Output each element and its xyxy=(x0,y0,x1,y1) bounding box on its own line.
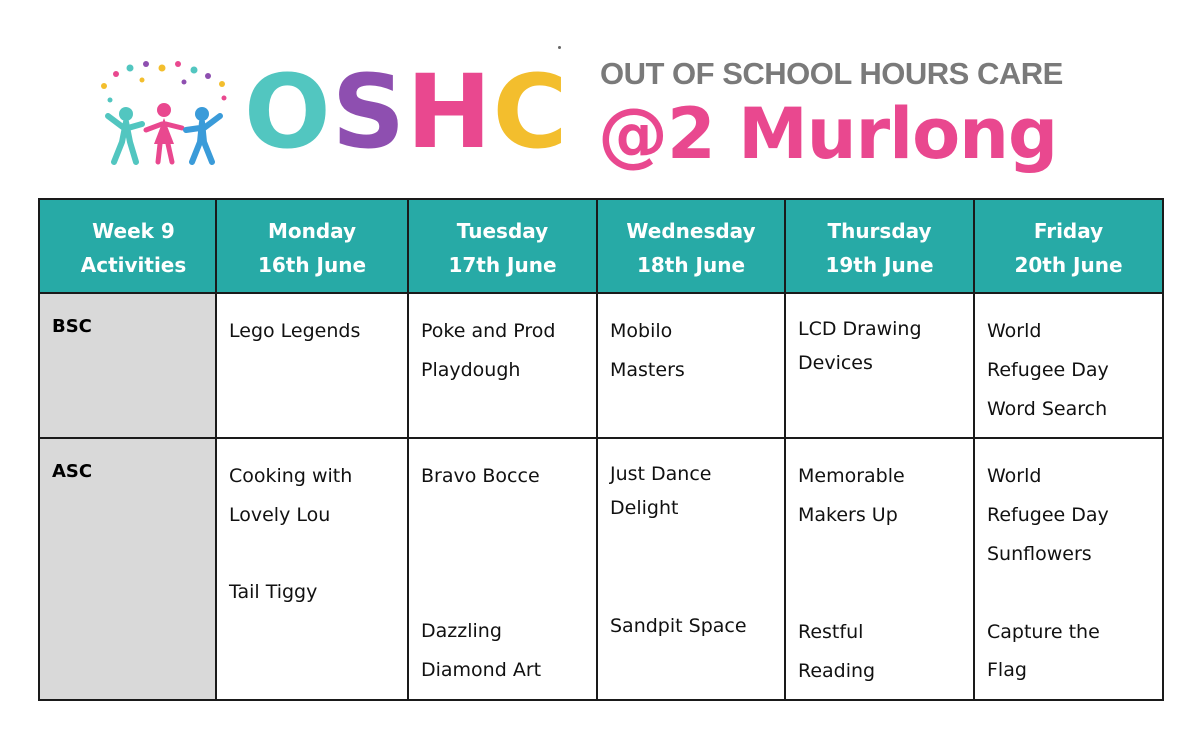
activity: Just Dance Delight xyxy=(610,463,712,519)
activity: Diamond Art xyxy=(421,659,542,681)
bsc-friday-cell xyxy=(974,293,1163,438)
activity: Cooking with xyxy=(229,465,353,487)
asc-tuesday-cell xyxy=(408,438,597,700)
asc-wednesday-cell xyxy=(597,438,785,700)
day-date: 19th June xyxy=(825,253,934,277)
asc-thursday-cell xyxy=(785,438,974,700)
stray-dot xyxy=(558,46,561,49)
row-label-bsc: BSC xyxy=(39,293,216,438)
activity: Makers Up xyxy=(798,504,898,526)
day-name: Tuesday xyxy=(456,219,549,243)
day-header-wednesday xyxy=(597,199,785,293)
week-header-cell xyxy=(39,199,216,293)
activity: Bravo Bocce xyxy=(421,465,540,487)
day-date: 16th June xyxy=(257,253,367,277)
asc-friday-cell xyxy=(974,438,1163,700)
activity: Sandpit Space xyxy=(610,615,747,637)
bsc-thursday-cell xyxy=(785,293,974,438)
day-header-friday xyxy=(974,199,1163,293)
bsc-wednesday-cell xyxy=(597,293,785,438)
bsc-monday-cell xyxy=(216,293,408,438)
activity: Tail Tiggy xyxy=(229,581,318,603)
activity: Word Search xyxy=(987,398,1108,420)
row-label-asc: ASC xyxy=(39,438,216,700)
day-date: 20th June xyxy=(1014,253,1123,277)
program-location: @2 Murlong xyxy=(598,93,1058,175)
activity: World xyxy=(987,320,1042,342)
page-header xyxy=(0,0,1200,196)
asc-row xyxy=(39,438,1163,700)
activity: Sunflowers xyxy=(987,543,1092,565)
week-label: Week 9 xyxy=(92,219,175,243)
activity-schedule-table xyxy=(38,198,1164,701)
activity: Reading xyxy=(798,660,876,682)
bsc-row xyxy=(39,293,1163,438)
activity: Memorable xyxy=(798,465,905,487)
activity: Capture the Flag xyxy=(987,621,1100,681)
activity: Refugee Day xyxy=(987,504,1109,526)
header-row xyxy=(39,199,1163,293)
day-date: 18th June xyxy=(636,253,746,277)
logo-letter-o: O xyxy=(244,53,332,172)
activity: Refugee Day xyxy=(987,359,1109,381)
day-name: Thursday xyxy=(827,219,932,243)
bsc-tuesday-cell xyxy=(408,293,597,438)
activity: Mobilo xyxy=(610,320,673,342)
activity: Masters xyxy=(610,359,685,381)
children-icon xyxy=(96,58,236,168)
activity: Playdough xyxy=(421,359,521,381)
day-date: 17th June xyxy=(448,253,557,277)
day-name: Wednesday xyxy=(626,219,756,243)
activity: Dazzling xyxy=(421,620,502,642)
logo-letter-h: H xyxy=(406,53,493,172)
program-subtitle: OUT OF SCHOOL HOURS CARE xyxy=(600,56,1063,91)
activities-label: Activities xyxy=(80,253,187,277)
day-header-tuesday xyxy=(408,199,597,293)
activity: LCD Drawing Devices xyxy=(798,318,922,374)
activity: Lovely Lou xyxy=(229,504,331,526)
day-name: Monday xyxy=(267,219,357,243)
oshc-logo-text xyxy=(244,53,569,172)
day-header-monday xyxy=(216,199,408,293)
activity: Poke and Prod xyxy=(421,320,556,342)
activity: Lego Legends xyxy=(229,320,361,342)
day-name: Friday xyxy=(1033,219,1104,243)
asc-monday-cell xyxy=(216,438,408,700)
logo-letter-c: C xyxy=(492,53,569,172)
activity: World xyxy=(987,465,1042,487)
logo-letter-s: S xyxy=(331,53,407,172)
day-header-thursday xyxy=(785,199,974,293)
activity: Restful xyxy=(798,621,864,643)
